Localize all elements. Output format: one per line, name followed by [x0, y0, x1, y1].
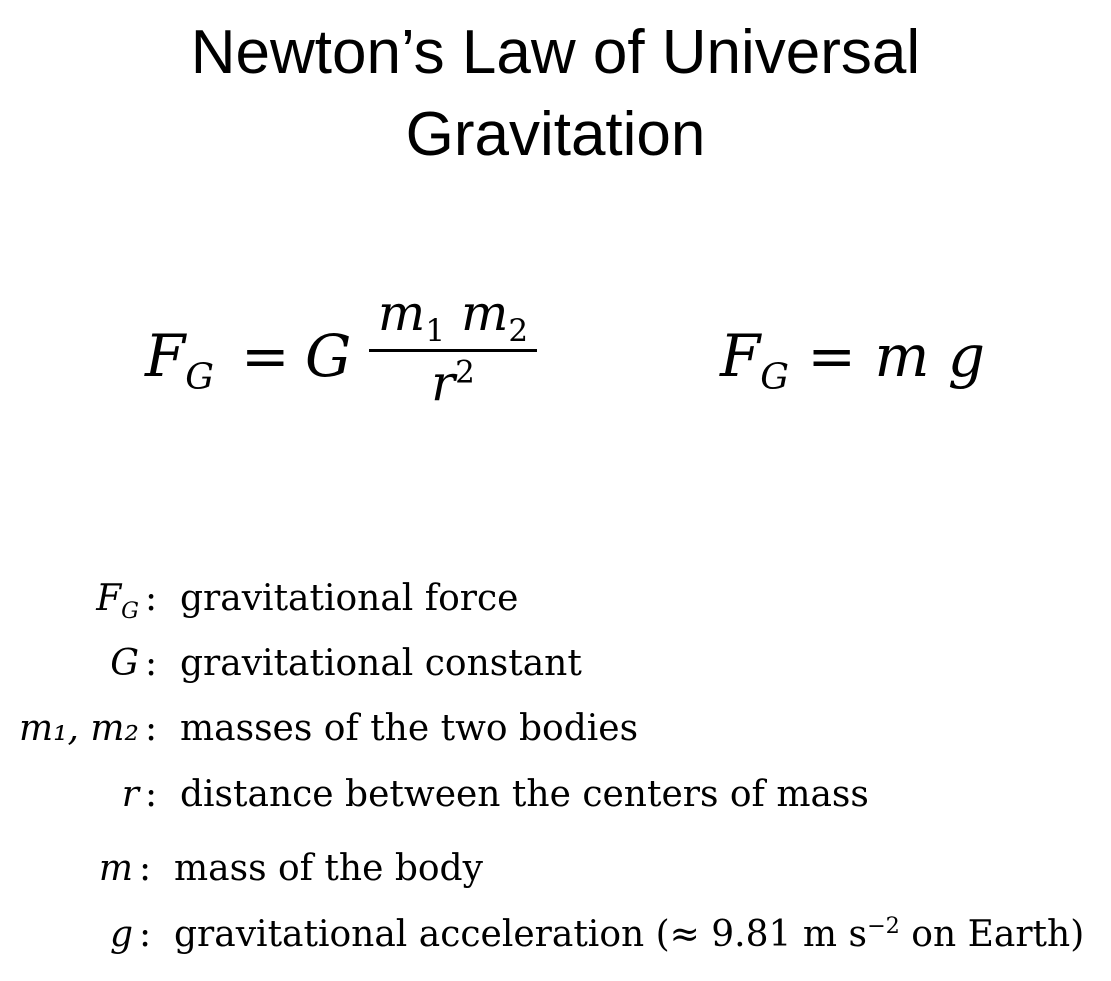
definition-colon: : — [139, 914, 152, 955]
title-line-1: Newton’s Law of Universal — [190, 18, 921, 87]
definition-symbol: m — [98, 848, 133, 889]
definition-symbol: G — [110, 643, 139, 684]
gravitational-constant-symbol: G — [305, 322, 352, 390]
page-title — [0, 12, 1111, 176]
definition-symbol: $F_G$ — [96, 578, 139, 625]
force-symbol: $F_G$ — [145, 322, 214, 398]
equals-sign: = — [807, 322, 857, 390]
acceleration-symbol: g — [947, 322, 986, 390]
definition-colon: : — [139, 848, 152, 889]
definition-text: gravitational acceleration (≈ 9.81 m $s^{-2}$ on Earth) — [174, 913, 1085, 955]
fraction-numerator: $m_1$ $m_2$ — [377, 284, 529, 349]
definition-text: gravitational constant — [180, 643, 582, 684]
surface-gravity-formula — [720, 322, 986, 398]
definition-text: gravitational force — [180, 578, 519, 619]
mass-symbol: m — [874, 322, 930, 390]
definition-symbol: r — [121, 774, 139, 815]
definition-row-distance — [0, 774, 1111, 824]
definition-colon: : — [145, 774, 158, 815]
equals-sign: = — [241, 322, 290, 390]
definition-row-acceleration — [0, 914, 1111, 964]
definition-row-constant — [0, 643, 1111, 693]
title-line-2: Gravitation — [405, 100, 706, 169]
force-symbol: $F_G$ — [720, 322, 789, 398]
mass-over-distance-fraction — [369, 284, 537, 416]
definition-text: distance between the centers of mass — [180, 774, 869, 815]
definition-row-masses — [0, 708, 1111, 758]
definition-symbol: m₁, m₂ — [18, 708, 139, 749]
definition-colon: : — [145, 708, 158, 749]
definition-text: masses of the two bodies — [180, 708, 639, 749]
fraction-denominator: $r^2$ — [431, 354, 475, 412]
definition-colon: : — [145, 643, 158, 684]
definition-colon: : — [145, 578, 158, 619]
definition-symbol: g — [109, 914, 133, 955]
fraction-bar — [369, 349, 537, 352]
definition-text: mass of the body — [174, 848, 483, 889]
definition-row-force — [0, 578, 1111, 628]
definition-row-mass — [0, 848, 1111, 898]
